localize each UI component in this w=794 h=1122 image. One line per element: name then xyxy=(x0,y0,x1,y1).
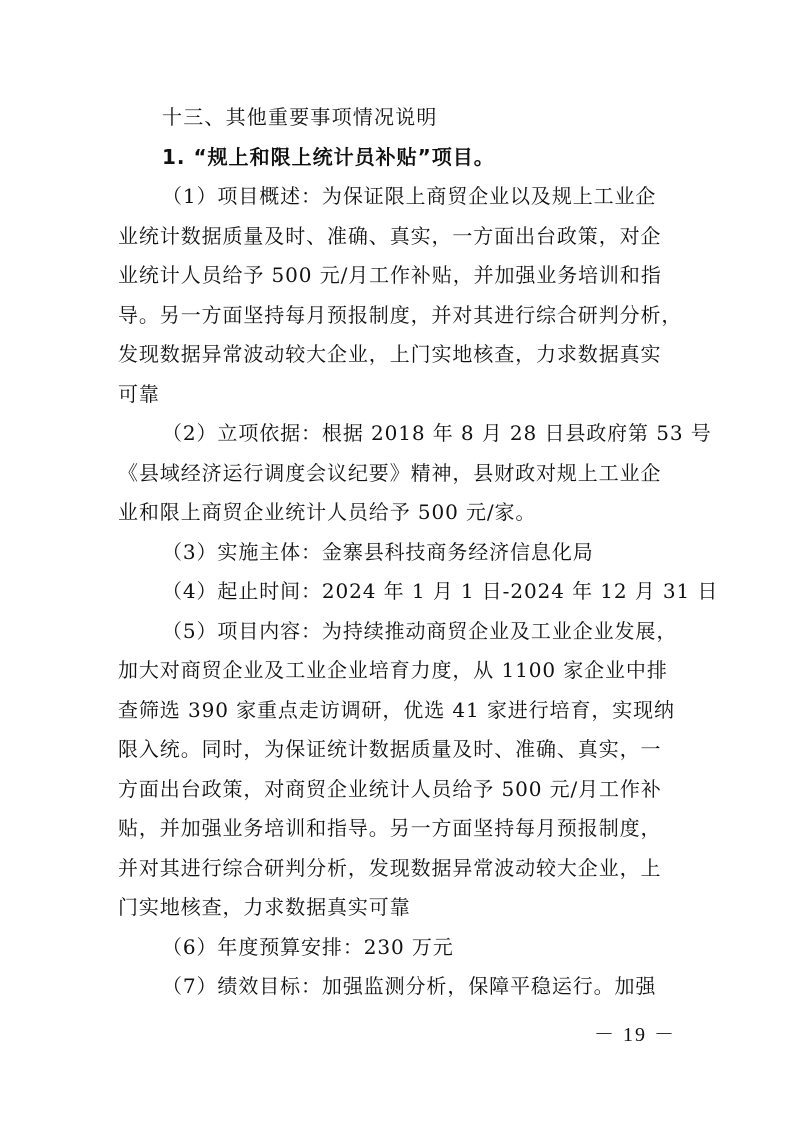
text-line: （4）起止时间：2024 年 1 月 1 日-2024 年 12 月 31 日 xyxy=(162,579,719,603)
text-line: （5）项目内容：为持续推动商贸企业及工业企业发展， xyxy=(162,618,678,643)
text-line: 《县域经济运行调度会议纪要》精神，县财政对规上工业企 xyxy=(118,460,662,485)
text-line: 方面出台政策，对商贸企业统计人员给予 500 元/月工作补 xyxy=(118,776,662,801)
text-line: 发现数据异常波动较大企业，上门实地核查，力求数据真实 xyxy=(118,342,662,366)
paragraph-content xyxy=(118,612,678,928)
text-line: 并对其进行综合研判分析，发现数据异常波动较大企业，上 xyxy=(118,855,662,880)
paragraph-overview xyxy=(118,177,683,414)
text-line: 可靠 xyxy=(118,381,160,406)
text-line: （1）项目概述：为保证限上商贸企业以及规上工业企 xyxy=(162,184,657,208)
paragraph-period xyxy=(118,572,719,612)
text-line: 加大对商贸企业及工业企业培育力度，从 1100 家企业中排 xyxy=(118,658,668,682)
text-line: （6）年度预算安排：230 万元 xyxy=(162,934,454,959)
paragraph-budget xyxy=(118,928,678,968)
text-line: （2）立项依据：根据 2018 年 8 月 28 日县政府第 53 号 xyxy=(162,421,712,445)
document-page xyxy=(118,98,719,1007)
text-line: （3）实施主体：金寨县科技商务经济信息化局 xyxy=(162,539,594,564)
text-line: 业统计人员给予 500 元/月工作补贴，并加强业务培训和指 xyxy=(118,263,662,287)
text-line: 限入统。同时，为保证统计数据质量及时、准确、真实，一 xyxy=(118,737,662,761)
text-line: 业统计数据质量及时、准确、真实，一方面出台政策，对企 xyxy=(118,223,662,248)
text-line: （7）绩效目标：加强监测分析，保障平稳运行。加强 xyxy=(162,974,657,998)
section-heading: 十三、其他重要事项情况说明 xyxy=(162,105,438,129)
paragraph-implementer xyxy=(118,533,678,573)
text-line: 导。另一方面坚持每月预报制度，并对其进行综合研判分析， xyxy=(118,302,683,327)
page-number: － 19 － xyxy=(594,1024,676,1046)
paragraph-goals xyxy=(118,967,678,1007)
text-line: 门实地核查，力求数据真实可靠 xyxy=(118,895,411,919)
text-line: 业和限上商贸企业统计人员给予 500 元/家。 xyxy=(118,500,537,524)
item-heading: 1. “规上和限上统计员补贴”项目。 xyxy=(162,144,495,169)
text-line: 贴，并加强业务培训和指导。另一方面坚持每月预报制度， xyxy=(118,816,662,840)
text-line: 查筛选 390 家重点走访调研，优选 41 家进行培育，实现纳 xyxy=(118,697,675,722)
paragraph-basis xyxy=(118,414,712,533)
